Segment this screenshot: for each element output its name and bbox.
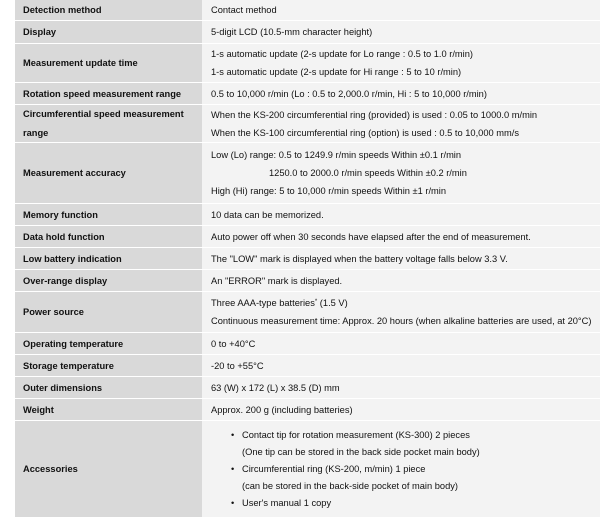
list-item — [242, 427, 600, 461]
label-update-time: Measurement update time — [15, 44, 202, 82]
row-rotation-range — [15, 83, 600, 105]
value-text: 10 data can be memorized. — [211, 209, 324, 220]
value-memory — [202, 204, 600, 225]
label-storage-temperature: Storage temperature — [15, 355, 202, 376]
voltage-text: (1.5 V) — [317, 298, 348, 308]
list-item — [242, 495, 600, 512]
row-detection-method — [15, 0, 600, 21]
label-memory: Memory function — [15, 204, 202, 225]
value-text: 0.5 to 10,000 r/min (Lo : 0.5 to 2,000.0 r/min, Hi : 5 to 10,000 r/min) — [211, 88, 487, 99]
row-display — [15, 21, 600, 44]
value-text: The "LOW" mark is displayed when the battery voltage falls below 3.3 V. — [211, 253, 508, 264]
label-rotation-range: Rotation speed measurement range — [15, 83, 202, 104]
value-operating-temperature — [202, 333, 600, 354]
value-line: When the KS-100 circumferential ring (option) is used : 0.5 to 10,000 mm/s — [211, 127, 519, 138]
label-outer-dimensions: Outer dimensions — [15, 377, 202, 398]
value-text: An "ERROR" mark is displayed. — [211, 275, 343, 286]
row-over-range — [15, 270, 600, 292]
label-circumferential-range — [15, 105, 202, 142]
label-data-hold: Data hold function — [15, 226, 202, 247]
value-line: Continuous measurement time: Approx. 20 hours (when alkaline batteries are used, at 20°C) — [211, 316, 592, 326]
value-power-source — [202, 292, 600, 332]
row-accessories — [15, 421, 600, 518]
value-line: 1-s automatic update (2-s update for Hi range : 5 to 10 r/min) — [211, 67, 462, 77]
accessory-note: (can be stored in the back-side pocket of main body) — [242, 480, 459, 491]
row-update-time — [15, 44, 600, 83]
value-text: Auto power off when 30 seconds have elapsed after the end of measurement. — [211, 231, 531, 242]
value-accessories — [202, 421, 600, 517]
value-accuracy — [202, 143, 600, 203]
value-text: Contact method — [211, 5, 277, 15]
row-operating-temperature — [15, 333, 600, 355]
row-outer-dimensions — [15, 377, 600, 399]
row-accuracy — [15, 143, 600, 204]
battery-text: Three AAA-type batteries — [211, 298, 315, 308]
list-item — [242, 461, 600, 495]
value-over-range — [202, 270, 600, 291]
label-display: Display — [15, 21, 202, 43]
value-detection-method — [202, 0, 600, 20]
value-line: 1-s automatic update (2-s update for Lo range : 0.5 to 1.0 r/min) — [211, 49, 474, 59]
value-outer-dimensions — [202, 377, 600, 398]
footnote-mark: * — [314, 299, 318, 305]
value-line: 1250.0 to 2000.0 r/min speeds Within ±0.2 r/min — [269, 168, 467, 178]
label-accessories: Accessories — [15, 421, 202, 517]
value-line — [211, 294, 600, 312]
row-power-source — [15, 292, 600, 333]
row-weight — [15, 399, 600, 421]
row-storage-temperature — [15, 355, 600, 377]
label-accuracy: Measurement accuracy — [15, 143, 202, 203]
value-line: High (Hi) range: 5 to 10,000 r/min speeds Within ±1 r/min — [211, 186, 447, 196]
label-low-battery: Low battery indication — [15, 248, 202, 269]
label-line: range — [23, 128, 49, 138]
value-text: Approx. 200 g (including batteries) — [211, 404, 353, 415]
label-over-range: Over-range display — [15, 270, 202, 291]
value-low-battery — [202, 248, 600, 269]
value-weight — [202, 399, 600, 420]
value-storage-temperature — [202, 355, 600, 376]
label-weight: Weight — [15, 399, 202, 420]
value-circumferential-range — [202, 105, 600, 142]
label-operating-temperature: Operating temperature — [15, 333, 202, 354]
value-update-time — [202, 44, 600, 82]
row-low-battery — [15, 248, 600, 270]
value-text: 5-digit LCD (10.5-mm character height) — [211, 27, 373, 37]
value-line: When the KS-200 circumferential ring (provided) is used : 0.05 to 1000.0 m/min — [211, 109, 538, 120]
value-display — [202, 21, 600, 43]
value-data-hold — [202, 226, 600, 247]
spec-table — [15, 0, 600, 518]
row-data-hold — [15, 226, 600, 248]
value-rotation-range — [202, 83, 600, 104]
accessories-list — [226, 427, 600, 512]
label-line: Circumferential speed measurement — [23, 109, 184, 119]
value-text: 63 (W) x 172 (L) x 38.5 (D) mm — [211, 382, 340, 393]
accessory-item: User's manual 1 copy — [242, 497, 332, 508]
value-line: Low (Lo) range: 0.5 to 1249.9 r/min speeds Within ±0.1 r/min — [211, 150, 462, 160]
accessory-note: (One tip can be stored in the back side pocket main body) — [242, 446, 480, 457]
value-text: 0 to +40°C — [211, 338, 256, 349]
label-detection-method: Detection method — [15, 0, 202, 20]
label-power-source: Power source — [15, 292, 202, 332]
row-memory — [15, 204, 600, 226]
accessory-item: Circumferential ring (KS-200, m/min) 1 piece — [242, 463, 426, 474]
accessory-item: Contact tip for rotation measurement (KS-300) 2 pieces — [242, 429, 470, 440]
value-text: -20 to +55°C — [211, 360, 264, 371]
row-circumferential-range — [15, 105, 600, 143]
